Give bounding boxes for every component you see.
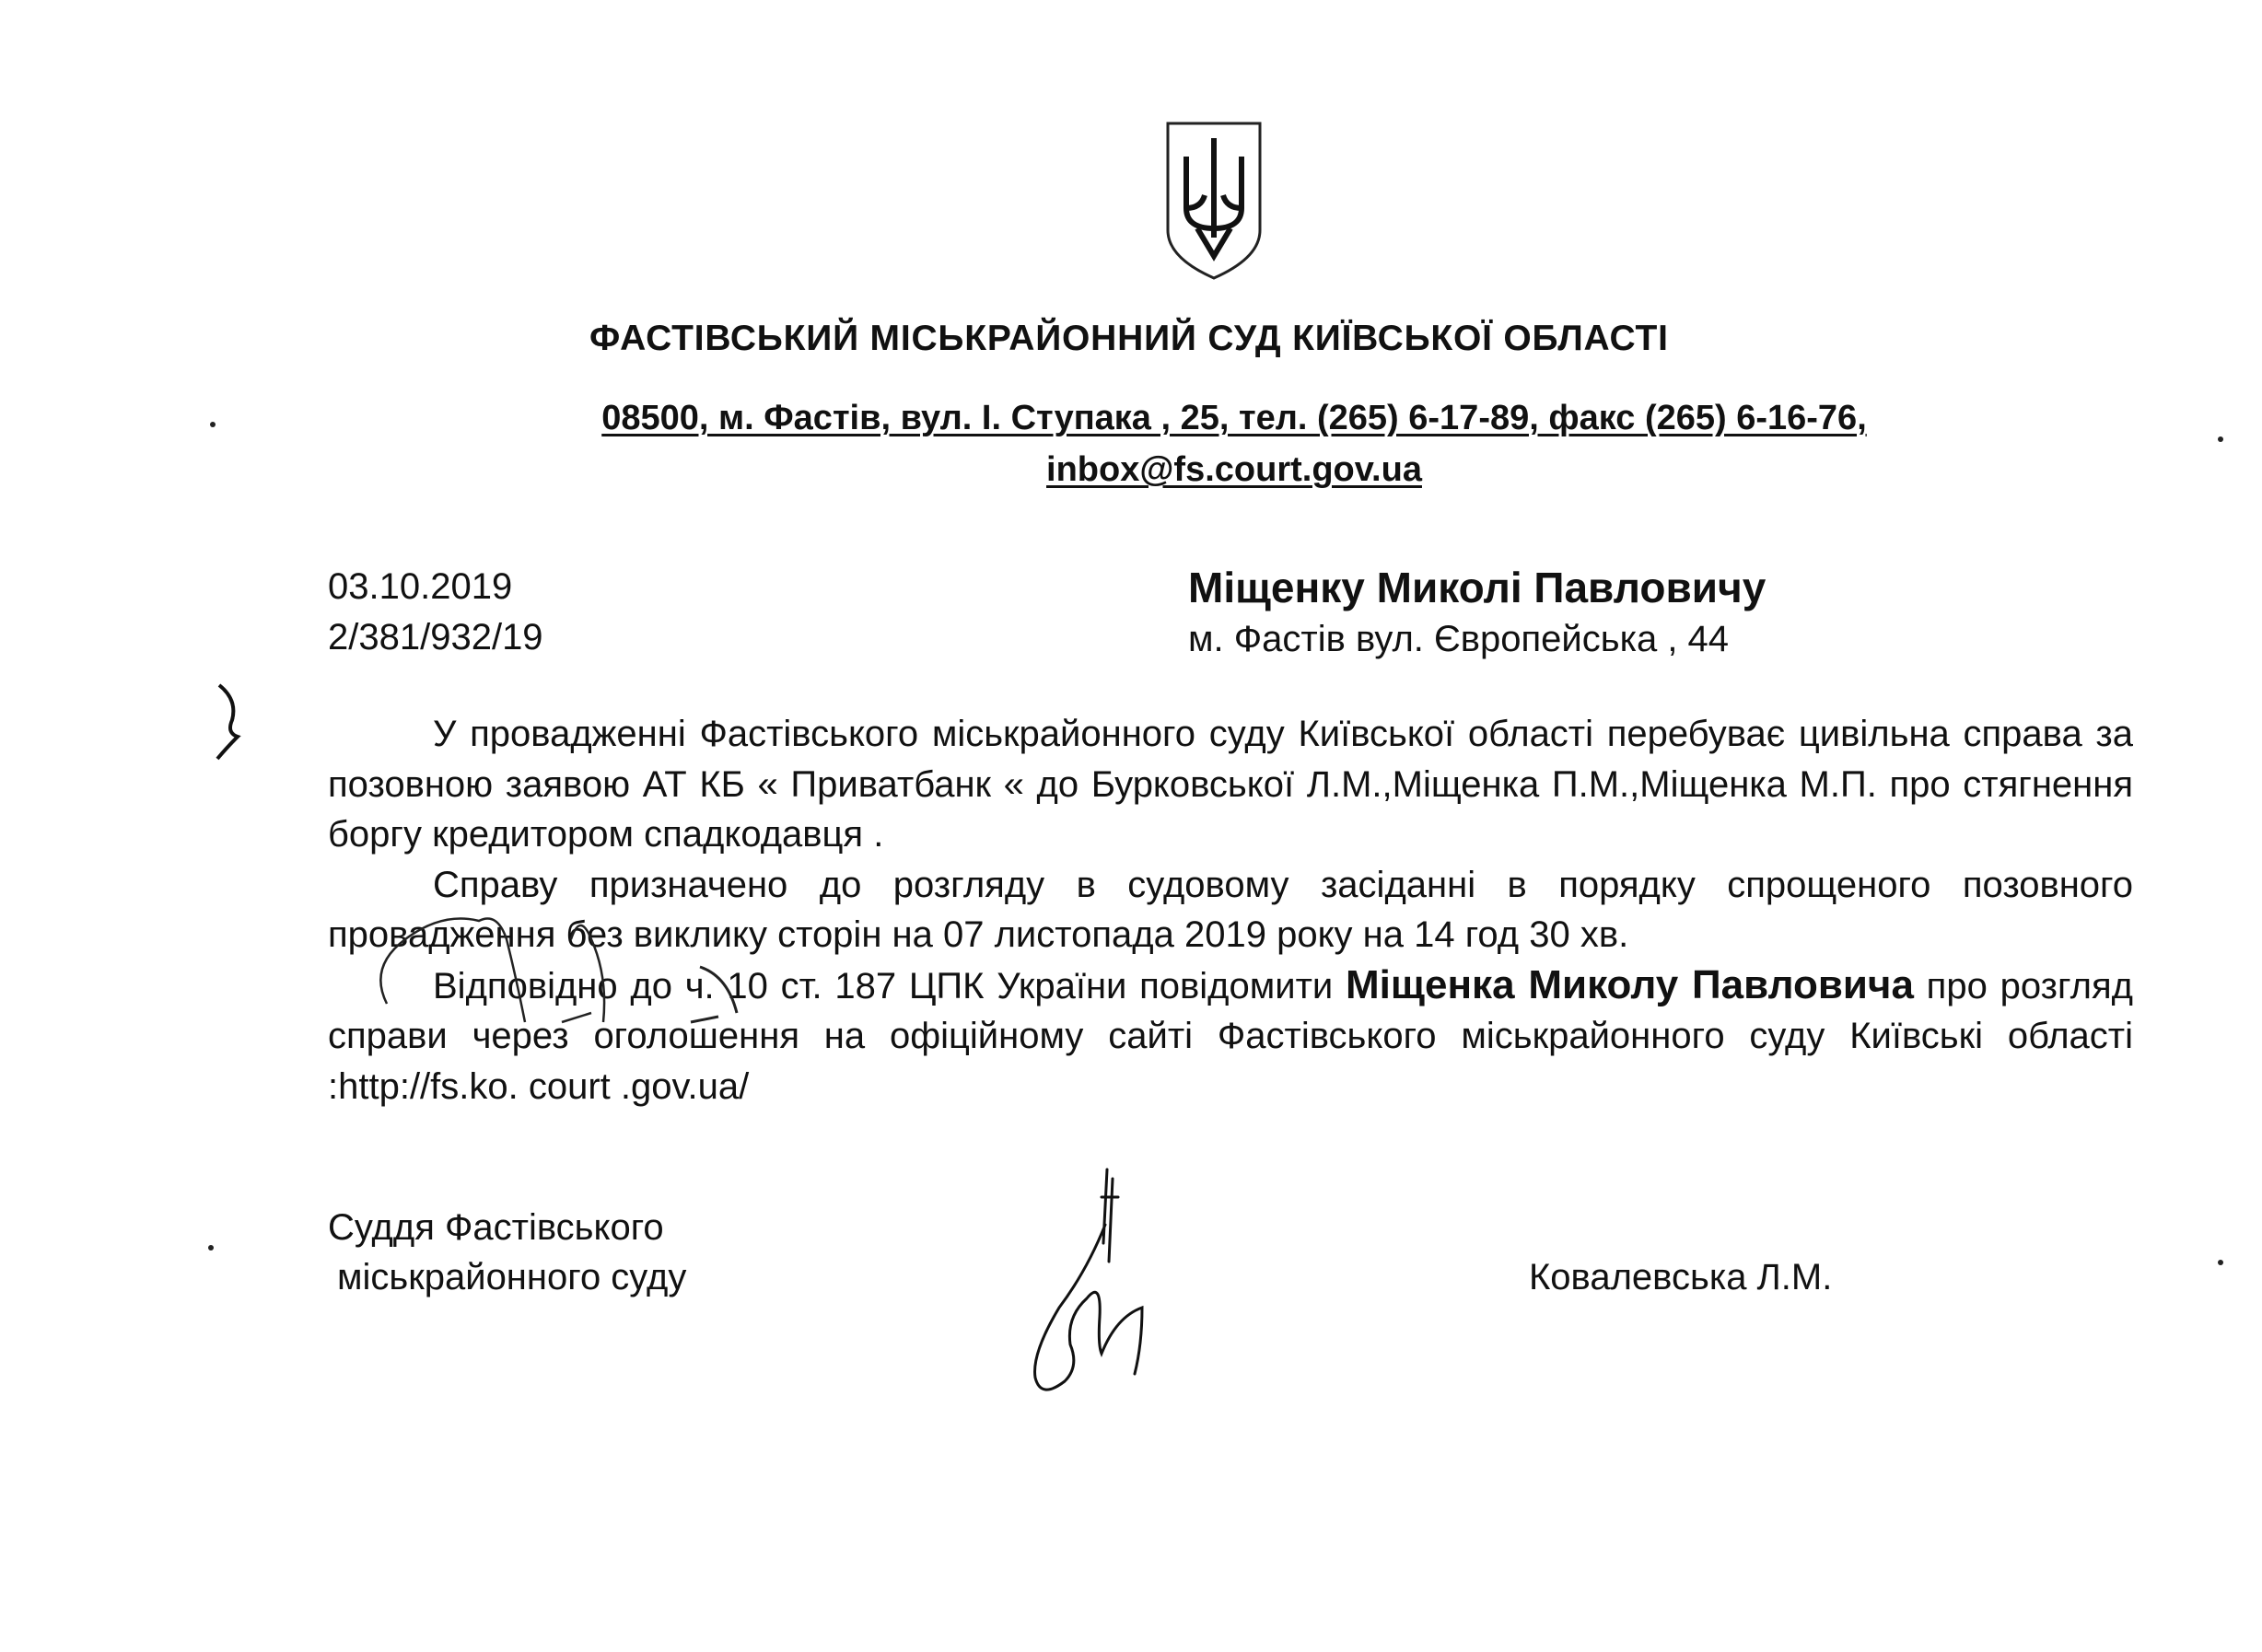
- recipient-address: м. Фастів вул. Європейська , 44: [1188, 619, 1730, 659]
- body-paragraph: У провадженні Фастівського міськрайонного суду Київської області перебуває цивільна справа за позовною заявою АТ КБ « Приватбанк « до Бурковської Л.М.,Міщенка П.М.,Міщенка М.П. про стягнення боргу кредитором спадкодавця .: [328, 714, 2133, 855]
- recipient-block: [1188, 562, 1766, 665]
- recipient-name: Міщенку Миколі Павловичу: [1188, 564, 1766, 611]
- scan-dot: [210, 422, 216, 427]
- body-text: Відповідно до ч. 10 ст. 187 ЦПК України повідомити: [433, 965, 1346, 1006]
- judge-title: [328, 1203, 686, 1302]
- pen-scribble: [350, 884, 792, 1031]
- judge-title-line: міськрайонного суду: [337, 1257, 687, 1297]
- body-paragraph: Справу призначено до розгляду в судовому засіданні в порядку спрощеного позовного провадження без виклику сторін на 07 листопада 2019 року на 14 год 30 хв.: [328, 864, 2133, 955]
- letter-meta: [328, 562, 543, 663]
- margin-mark: [210, 681, 247, 764]
- email-link[interactable]: inbox@fs.court.gov.ua: [1046, 450, 1422, 489]
- judge-title-line: Суддя Фастівського: [328, 1207, 664, 1248]
- scan-dot: [2218, 436, 2223, 442]
- scan-dot: [2218, 1260, 2223, 1265]
- address-line: 08500, м. Фастів, вул. І. Ступака , 25, тел. (265) 6-17-89, факс (265) 6-16-76,: [601, 399, 1867, 437]
- court-address: [451, 392, 2017, 495]
- body-text: про розгляд справи через оголошення на офіційному сайті Фастівського міськрайонного суду Київські області :http://fs.ko. court .gov.ua/: [328, 965, 2134, 1107]
- handwritten-signature: [1013, 1160, 1170, 1400]
- reference-number: 2/381/932/19: [328, 617, 543, 657]
- judge-name: Ковалевська Л.М.: [1529, 1257, 1833, 1297]
- court-name-heading: ФАСТІВСЬКИЙ МІСЬКРАЙОННИЙ СУД КИЇВСЬКОЇ ОБЛАСТІ: [589, 319, 1669, 358]
- letter-date: 03.10.2019: [328, 566, 513, 607]
- scan-dot: [208, 1245, 214, 1251]
- notified-person-name: Міщенка Миколу Павловича: [1346, 961, 1914, 1007]
- trident-emblem-icon: [1164, 120, 1264, 282]
